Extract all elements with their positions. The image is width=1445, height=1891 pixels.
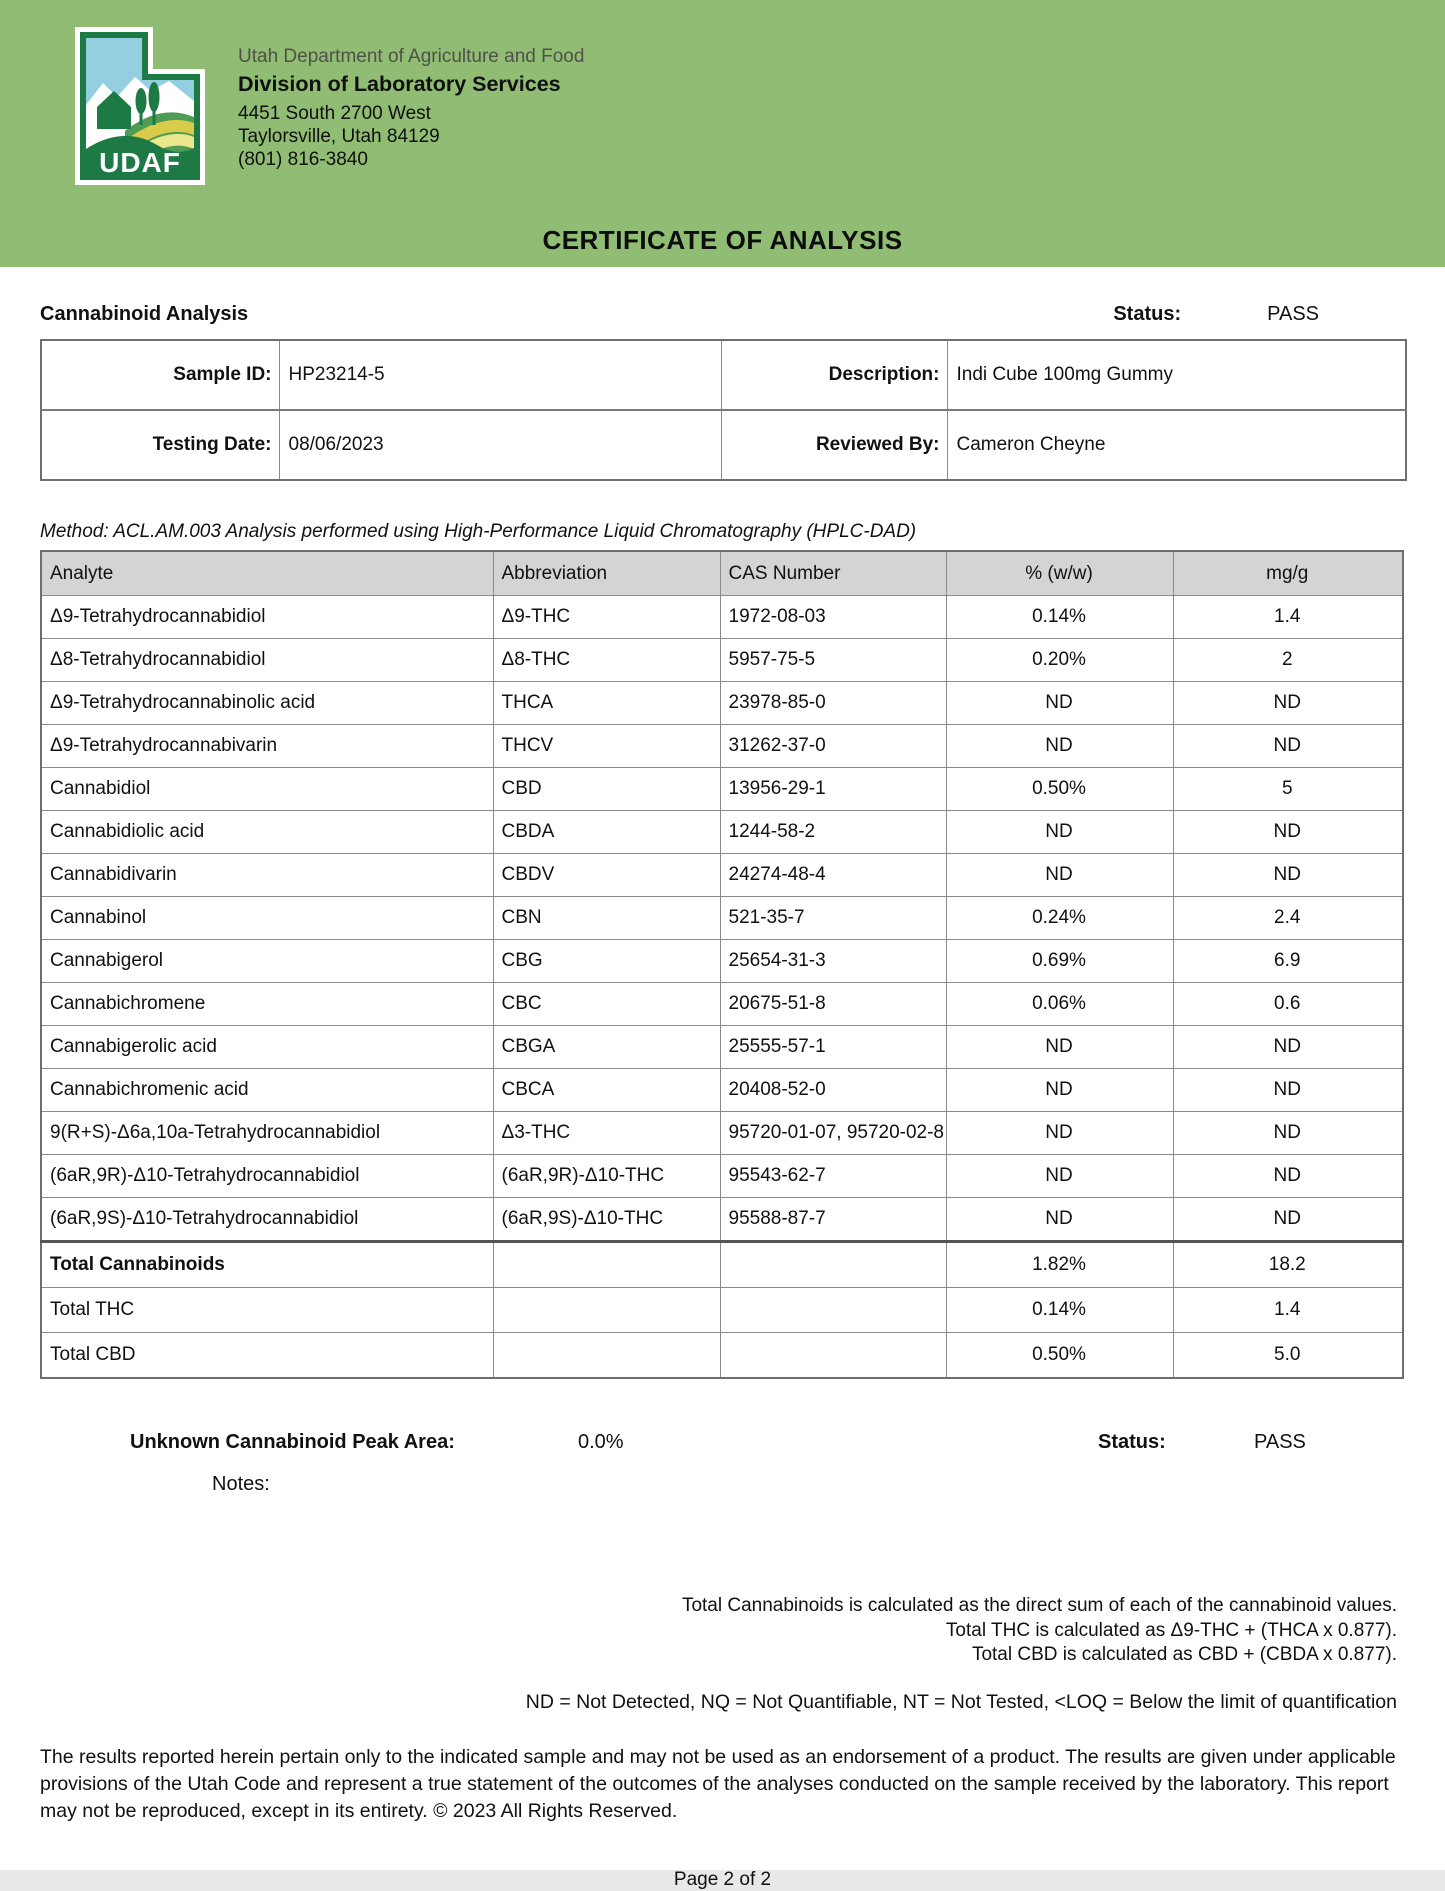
analyte-cell: Cannabinol: [41, 897, 493, 940]
total-row: [41, 1288, 1403, 1333]
summary-status-value: PASS: [1254, 1431, 1306, 1453]
total-cell: [493, 1333, 720, 1379]
analyte-row: [41, 1112, 1403, 1155]
analyte-cell: 25555-57-1: [720, 1026, 946, 1069]
analyte-cell: ND: [1173, 1069, 1403, 1112]
analyte-cell: Δ9-Tetrahydrocannabidiol: [41, 596, 493, 639]
total-cell: 1.4: [1173, 1288, 1403, 1333]
analyte-cell: ND: [946, 854, 1173, 897]
col-header-pct: % (w/w): [946, 551, 1173, 596]
col-header-mgg: mg/g: [1173, 551, 1403, 596]
analyte-cell: 23978-85-0: [720, 682, 946, 725]
analyte-cell: 20675-51-8: [720, 983, 946, 1026]
total-cell: Total Cannabinoids: [41, 1242, 493, 1288]
method-line: Method: ACL.AM.003 Analysis performed using High-Performance Liquid Chromatography (HPLC-DAD): [40, 521, 917, 542]
agency-name: Utah Department of Agriculture and Food: [238, 46, 585, 67]
description-value: Indi Cube 100mg Gummy: [947, 340, 1406, 410]
description-label: Description:: [721, 340, 947, 410]
analyte-cell: 2: [1173, 639, 1403, 682]
analyte-cell: THCA: [493, 682, 720, 725]
analyte-cell: Δ9-Tetrahydrocannabinolic acid: [41, 682, 493, 725]
address-line-1: 4451 South 2700 West: [238, 103, 431, 124]
svg-text:UDAF: UDAF: [99, 147, 181, 178]
unknown-peak-value: 0.0%: [578, 1431, 624, 1453]
abbreviation-legend: ND = Not Detected, NQ = Not Quantifiable, NT = Not Tested, <LOQ = Below the limit of quantification: [525, 1690, 1397, 1713]
unknown-peak-row: [0, 1431, 1445, 1457]
notes-label: Notes:: [212, 1473, 270, 1495]
address-line-2: Taylorsville, Utah 84129: [238, 126, 440, 147]
analyte-row: [41, 639, 1403, 682]
analyte-cell: CBD: [493, 768, 720, 811]
analyte-cell: 25654-31-3: [720, 940, 946, 983]
analyte-row: [41, 854, 1403, 897]
unknown-peak-label: Unknown Cannabinoid Peak Area:: [130, 1431, 455, 1453]
total-cell: 5.0: [1173, 1333, 1403, 1379]
analyte-cell: ND: [1173, 811, 1403, 854]
analyte-cell: Cannabidiolic acid: [41, 811, 493, 854]
analyte-row: [41, 1155, 1403, 1198]
analyte-cell: CBN: [493, 897, 720, 940]
analyte-cell: ND: [946, 1198, 1173, 1242]
analyte-cell: CBG: [493, 940, 720, 983]
disclaimer-text: The results reported herein pertain only to the indicated sample and may not be used as an endorsement of a product. The results are given under applicable provisions of the Utah Code and represent a true statement of the outcomes of the analyses conducted on the sample received by the laboratory. This report may not be reproduced, except in its entirety. © 2023 All Rights Reserved.: [40, 1745, 1396, 1822]
analyte-cell: CBGA: [493, 1026, 720, 1069]
analyte-cell: 5957-75-5: [720, 639, 946, 682]
udaf-logo-graphic: [75, 27, 205, 185]
analyte-cell: ND: [946, 1112, 1173, 1155]
udaf-logo: [75, 27, 205, 185]
analyte-cell: 31262-37-0: [720, 725, 946, 768]
analyte-cell: Δ8-THC: [493, 639, 720, 682]
col-header-abbreviation: Abbreviation: [493, 551, 720, 596]
analyte-cell: ND: [1173, 854, 1403, 897]
total-cell: [720, 1288, 946, 1333]
sample-info-table: [40, 339, 1407, 481]
analyte-cell: 5: [1173, 768, 1403, 811]
analyte-cell: 24274-48-4: [720, 854, 946, 897]
analyte-cell: ND: [946, 811, 1173, 854]
analyte-cell: 0.69%: [946, 940, 1173, 983]
analyte-cell: Δ9-Tetrahydrocannabivarin: [41, 725, 493, 768]
analyte-cell: CBCA: [493, 1069, 720, 1112]
certificate-title: CERTIFICATE OF ANALYSIS: [542, 225, 903, 255]
analyte-cell: 13956-29-1: [720, 768, 946, 811]
phone-number: (801) 816-3840: [238, 149, 368, 170]
analyte-cell: 0.14%: [946, 596, 1173, 639]
total-cell: 1.82%: [946, 1242, 1173, 1288]
analyte-cell: Δ3-THC: [493, 1112, 720, 1155]
analyte-cell: Cannabidivarin: [41, 854, 493, 897]
page-number: Page 2 of 2: [673, 1868, 772, 1890]
analyte-header-row: [41, 551, 1403, 596]
analyte-cell: Cannabigerol: [41, 940, 493, 983]
analyte-cell: ND: [1173, 1112, 1403, 1155]
total-cell: 18.2: [1173, 1242, 1403, 1288]
analyte-cell: Δ9-THC: [493, 596, 720, 639]
analyte-cell: ND: [946, 1026, 1173, 1069]
division-name: Division of Laboratory Services: [238, 72, 561, 96]
total-cell: 0.14%: [946, 1288, 1173, 1333]
analyte-cell: CBDV: [493, 854, 720, 897]
analyte-cell: 95588-87-7: [720, 1198, 946, 1242]
analyte-cell: (6aR,9R)-Δ10-Tetrahydrocannabidiol: [41, 1155, 493, 1198]
analyte-cell: Cannabigerolic acid: [41, 1026, 493, 1069]
analyte-row: [41, 983, 1403, 1026]
analyte-cell: ND: [1173, 725, 1403, 768]
analyte-cell: 0.20%: [946, 639, 1173, 682]
reviewed-by-value: Cameron Cheyne: [947, 410, 1406, 480]
analyte-cell: 95543-62-7: [720, 1155, 946, 1198]
reviewed-by-label: Reviewed By:: [721, 410, 947, 480]
analyte-cell: 0.50%: [946, 768, 1173, 811]
total-row: [41, 1242, 1403, 1288]
col-header-cas: CAS Number: [720, 551, 946, 596]
analyte-row: [41, 1198, 1403, 1242]
total-cell: Total THC: [41, 1288, 493, 1333]
testing-date-label: Testing Date:: [41, 410, 279, 480]
analyte-cell: Δ8-Tetrahydrocannabidiol: [41, 639, 493, 682]
analyte-cell: ND: [1173, 682, 1403, 725]
status-label: Status:: [1113, 303, 1182, 325]
analyte-cell: ND: [946, 1155, 1173, 1198]
total-cell: [493, 1288, 720, 1333]
analyte-cell: ND: [1173, 1026, 1403, 1069]
analyte-cell: ND: [946, 1069, 1173, 1112]
total-cell: 0.50%: [946, 1333, 1173, 1379]
header-banner: [0, 0, 1445, 267]
analyte-cell: 2.4: [1173, 897, 1403, 940]
col-header-analyte: Analyte: [41, 551, 493, 596]
sample-id-value: HP23214-5: [279, 340, 721, 410]
analyte-row: [41, 682, 1403, 725]
total-cell: [493, 1242, 720, 1288]
analyte-cell: 6.9: [1173, 940, 1403, 983]
status-value: PASS: [1267, 303, 1319, 325]
analyte-cell: 521-35-7: [720, 897, 946, 940]
summary-status-label: Status:: [1098, 1431, 1166, 1453]
analyte-row: [41, 768, 1403, 811]
footnote-total-cbd: Total CBD is calculated as CBD + (CBDA x 0.877).: [971, 1644, 1397, 1665]
analyte-cell: ND: [1173, 1198, 1403, 1242]
sample-id-label: Sample ID:: [41, 340, 279, 410]
analyte-row: [41, 725, 1403, 768]
analyte-cell: ND: [946, 725, 1173, 768]
analyte-cell: Cannabichromene: [41, 983, 493, 1026]
analyte-cell: 95720-01-07, 95720-02-8: [720, 1112, 946, 1155]
analyte-row: [41, 596, 1403, 639]
section-title: Cannabinoid Analysis: [40, 303, 249, 325]
analyte-cell: 1.4: [1173, 596, 1403, 639]
analyte-cell: ND: [946, 682, 1173, 725]
analyte-cell: Cannabichromenic acid: [41, 1069, 493, 1112]
total-cell: [720, 1333, 946, 1379]
analyte-row: [41, 1069, 1403, 1112]
analyte-cell: THCV: [493, 725, 720, 768]
analyte-cell: ND: [1173, 1155, 1403, 1198]
analyte-cell: 1244-58-2: [720, 811, 946, 854]
analyte-cell: (6aR,9S)-Δ10-THC: [493, 1198, 720, 1242]
analyte-cell: 0.06%: [946, 983, 1173, 1026]
sample-info-row: [41, 340, 1406, 410]
section-heading-row: [40, 303, 1405, 326]
analyte-cell: 9(R+S)-Δ6a,10a-Tetrahydrocannabidiol: [41, 1112, 493, 1155]
analyte-table-body: [41, 596, 1403, 1379]
analyte-cell: Cannabidiol: [41, 768, 493, 811]
analyte-row: [41, 940, 1403, 983]
total-cell: [720, 1242, 946, 1288]
calculation-footnotes: [0, 1594, 1397, 1668]
analyte-table: [40, 550, 1404, 1379]
agency-address-block: [238, 46, 584, 171]
analyte-cell: 1972-08-03: [720, 596, 946, 639]
analyte-row: [41, 1026, 1403, 1069]
analyte-cell: (6aR,9R)-Δ10-THC: [493, 1155, 720, 1198]
analyte-cell: CBDA: [493, 811, 720, 854]
testing-date-value: 08/06/2023: [279, 410, 721, 480]
total-row: [41, 1333, 1403, 1379]
sample-info-row: [41, 410, 1406, 480]
analyte-cell: CBC: [493, 983, 720, 1026]
analyte-row: [41, 811, 1403, 854]
analyte-cell: 0.24%: [946, 897, 1173, 940]
total-cell: Total CBD: [41, 1333, 493, 1379]
analyte-cell: 0.6: [1173, 983, 1403, 1026]
analyte-row: [41, 897, 1403, 940]
analyte-cell: 20408-52-0: [720, 1069, 946, 1112]
footnote-total-thc: Total THC is calculated as Δ9-THC + (THCA x 0.877).: [945, 1619, 1397, 1641]
footnote-total-cannabinoids: Total Cannabinoids is calculated as the direct sum of each of the cannabinoid values.: [681, 1595, 1397, 1616]
analyte-cell: (6aR,9S)-Δ10-Tetrahydrocannabidiol: [41, 1198, 493, 1242]
